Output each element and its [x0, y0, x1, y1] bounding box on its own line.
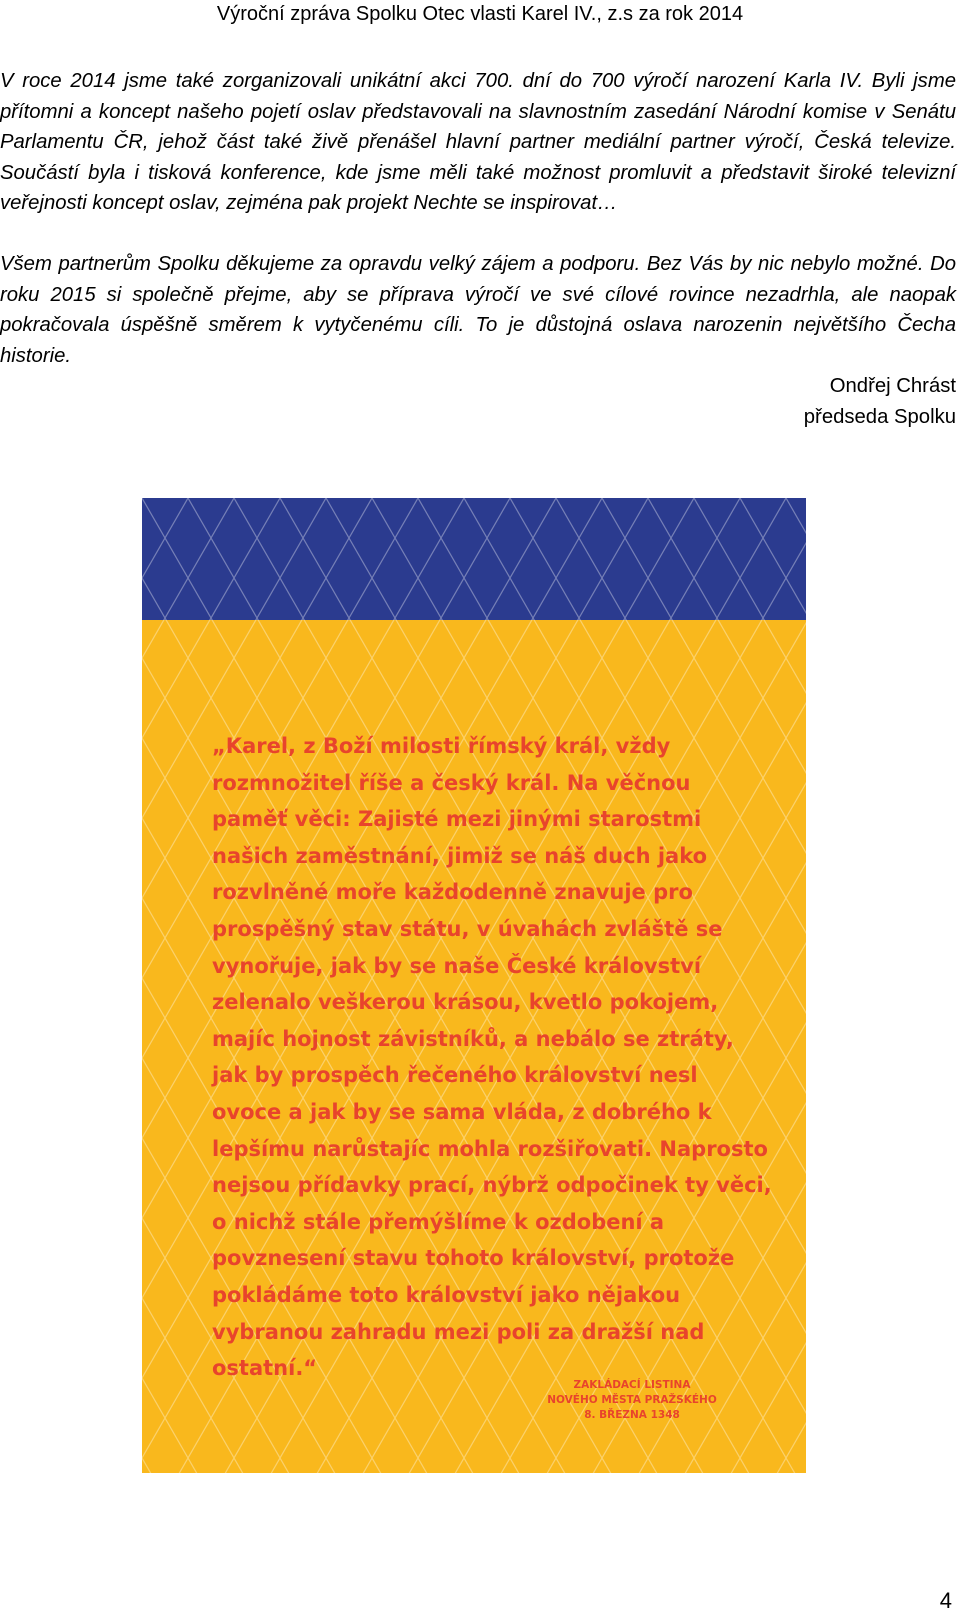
paragraph-thanks: Všem partnerům Spolku děkujeme za opravdu velký zájem a podporu. Bez Vás by nic nebylo možné. Do roku 2015 si společně přejme, aby se příprava výročí ve své cílové rovince nezadrhla, ale naopak pokračovala úspěšně směrem k vytyčenému cíli. To je důstojná oslava narozenin největšího Čecha historie.: [0, 252, 956, 367]
report-title: Výroční zpráva Spolku Otec vlasti Karel IV., z.s za rok 2014: [216, 3, 744, 25]
page-header: [0, 0, 960, 34]
source-line-3: 8. BŘEZNA 1348: [584, 1409, 680, 1421]
paragraph-event-rest: Součástí byla i tisková konference, kde jsme měli také možnost promluvit a představit široké televizní veřejnosti koncept oslav, zejména pak projekt Nechte se inspirovat…: [0, 161, 956, 215]
quote-source: [542, 1378, 722, 1423]
signature-name: Ondřej Chrást: [829, 375, 956, 398]
signature-role: předseda Spolku: [803, 405, 956, 428]
charter-quote: „Karel, z Boží milosti římský král, vždy rozmnožitel říše a český král. Na věčnou paměť věci: Zajisté mezi jinými starostmi našich zaměstnání, jimiž se náš duch jako rozvlněné moře každodenně znavuje pro prospěšný stav státu, v úvahách zvláště se vynořuje, jak by se naše České království zelenalo veškerou krásou, kvetlo pokojem, majíc hojnost závistníků, a nebálo se ztráty, jak by prospěch řečeného království nesl ovoce a jak by se sama vláda, z dobrého k lepšímu narůstajíc mohla rozšiřovati. Naprosto nejsou přídavky prací, nýbrž odpočinek ty věci, o nichž stále přemýšlíme k ozdobení a povznesení stavu tohoto království, protože pokládáme toto království jako nějakou vybranou zahradu mezi poli za dražší nad ostatní.“: [212, 734, 772, 1381]
source-line-2: NOVÉHO MĚSTA PRAŽSKÉHO: [547, 1394, 717, 1406]
page-number: 4: [939, 1588, 952, 1613]
paragraph-gap: [0, 219, 956, 249]
main-content: [0, 66, 956, 433]
source-line-1: ZAKLÁDACÍ LISTINA: [573, 1379, 691, 1391]
paragraph-event-italic: V roce 2014 jsme také zorganizovali unikátní akci 700. dní do 700 výročí narození Karla IV. Byli jsme přítomni a koncept našeho pojetí oslav představovali na slavnostním zasedání Národní komise v Senátu Parlamentu ČR, jehož část také živě přenášel hlavní partner mediální partner výročí, Česká televize.: [0, 70, 956, 154]
paragraph-event: [0, 66, 956, 219]
quote-poster: [142, 498, 806, 1473]
